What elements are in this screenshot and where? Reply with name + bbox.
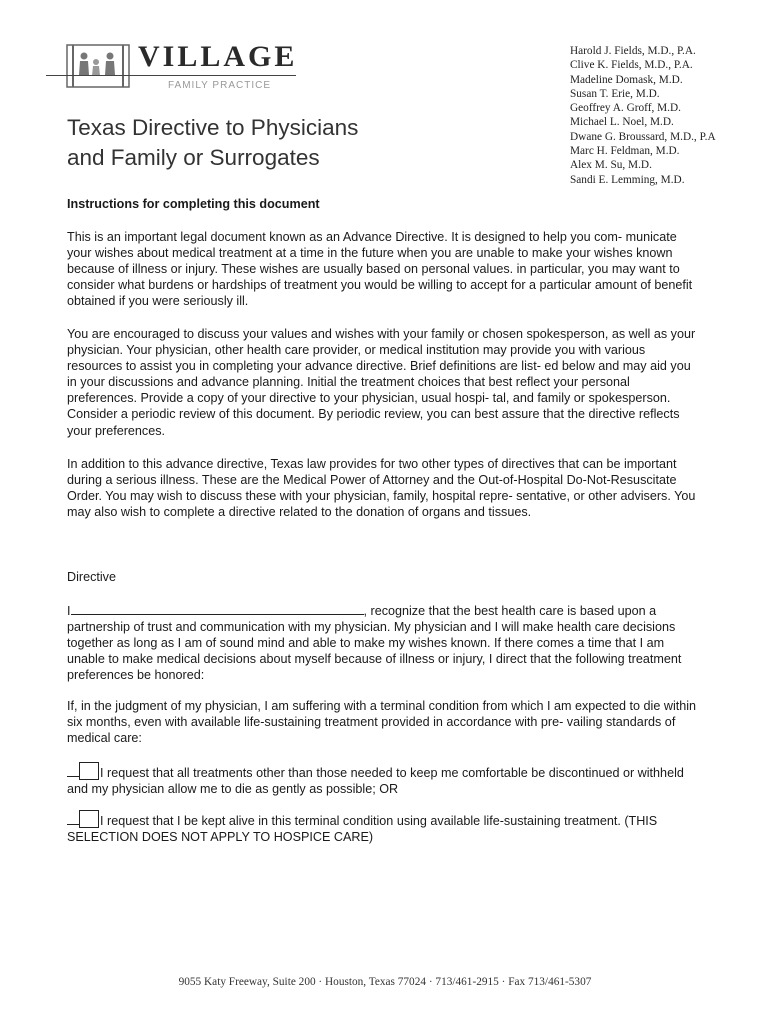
title-line-2: and Family or Surrogates: [67, 145, 320, 170]
declarant-name-field[interactable]: [71, 601, 364, 615]
directive-i-label: I: [67, 604, 71, 618]
family-figures-logo-icon: [66, 44, 130, 88]
practice-name: VILLAGE: [138, 40, 298, 73]
page-title: [67, 113, 358, 173]
physician-name: Geoffrey A. Groff, M.D.: [570, 102, 681, 115]
option-2-text: I request that I be kept alive in this terminal condition using available life-sustaining treatment. (THIS SELECTION DOES NOT APPLY TO HOSPICE CARE): [67, 814, 658, 845]
initials-line: [67, 776, 79, 777]
physician-name: Madeline Domask, M.D.: [570, 73, 683, 86]
physician-name: Dwane G. Broussard, M.D., P.A: [570, 130, 716, 143]
option-1-text: I request that all treatments other than those needed to keep me comfortable be discontinued or withheld and my physician allow me to die as gently as possible; OR: [67, 766, 684, 797]
directive-paragraph-1-text: , recognize that the best health care is based upon a partnership of trust and communication with my physician. My physician and I will make health care decisions together as long as I am of sound mind and able to make my wishes known. If there comes a time that I am unable to make medical decisions about myself because of illness or injury, I direct that the following treatment preferences be honored:: [67, 604, 682, 683]
physician-name: Marc H. Feldman, M.D.: [570, 145, 680, 158]
physician-list: [570, 44, 716, 187]
physician-name: Harold J. Fields, M.D., P.A.: [570, 45, 696, 57]
instructions-paragraph-2: You are encouraged to discuss your values and wishes with your family or chosen spokesperson, as well as your physician. Your physician, other health care provider, or medical institution may provide you with various resources to assist you in completing your advance directive. Brief definitions are list- ed below and may aid you in your discussions and advance planning. Initial the treatment choices that best reflect your personal preferences. Provide a copy of your directive to your physician, usual hospi- tal, and family or spokesperson. Consider a periodic review of this document. By periodic review, you can best assure that the directive reflects your preferences.: [67, 327, 696, 438]
physician-name: Michael L. Noel, M.D.: [570, 116, 674, 129]
physician-name: Sandi E. Lemming, M.D.: [570, 173, 685, 186]
option-1-row: [67, 762, 703, 797]
option-2-row: [67, 810, 703, 845]
physician-name: Alex M. Su, M.D.: [570, 159, 652, 172]
initials-line: [67, 824, 79, 825]
option-1-checkbox[interactable]: [79, 762, 99, 780]
practice-subtitle: FAMILY PRACTICE: [168, 80, 271, 91]
directive-paragraph-1: [67, 601, 703, 683]
physician-name: Clive K. Fields, M.D., P.A.: [570, 59, 693, 72]
logo-rule: [46, 75, 296, 76]
directive-heading: Directive: [67, 570, 116, 584]
physician-name: Susan T. Erie, M.D.: [570, 87, 660, 100]
option-2-checkbox[interactable]: [79, 810, 99, 828]
instructions-paragraph-1: This is an important legal document known as an Advance Directive. It is designed to help you com- municate your wishes about medical treatment at a time in the future when you are unable to make your wishes known because of illness or injury. These wishes are usually based on personal values. in particular, you may want to consider what burdens or hardships of treatment you would be willing to accept for a particular amount of benefit obtained if you were seriously ill.: [67, 230, 693, 309]
instructions-heading: Instructions for completing this document: [67, 197, 320, 211]
title-line-1: Texas Directive to Physicians: [67, 115, 359, 140]
footer-address: 9055 Katy Freeway, Suite 200 · Houston, Texas 77024 · 713/461-2915 · Fax 713/461-5307: [178, 976, 592, 988]
directive-paragraph-2: If, in the judgment of my physician, I am suffering with a terminal condition from which I am expected to die within six months, even with available life-sustaining treatment provided in accordance with pre- vailing standards of medical care:: [67, 699, 697, 746]
instructions-paragraph-3: In addition to this advance directive, Texas law provides for two other types of directives that can be important during a serious illness. These are the Medical Power of Attorney and the Out-of-Hospital Do-Not-Resuscitate Order. You may wish to discuss these with your physician, family, hospital repre- sentative, or other advisers. You may also wish to complete a directive related to the donation of organs and tissues.: [67, 457, 696, 520]
